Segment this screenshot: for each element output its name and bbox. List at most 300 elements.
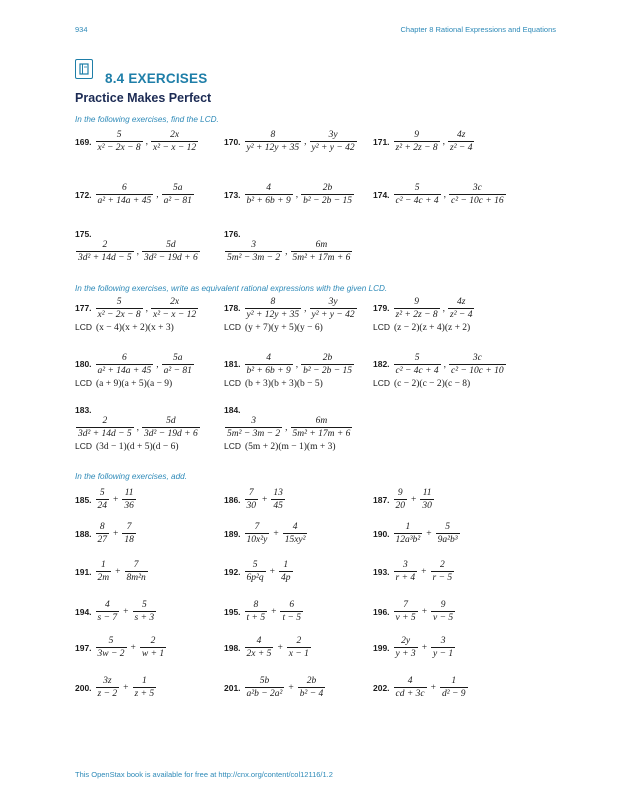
fraction: [96, 522, 110, 545]
denominator: 6p²q: [246, 573, 264, 583]
exercise-number: 177.: [75, 303, 92, 313]
fraction: [448, 130, 474, 153]
plus-operator: +: [411, 494, 417, 505]
denominator: 20: [395, 501, 406, 511]
instruction-write-equivalent: In the following exercises, write as equivalent rational expressions with the given LCD.: [75, 284, 388, 293]
numerator: 4z: [457, 130, 466, 140]
numerator: 6m: [315, 416, 328, 426]
exercise-number: 185.: [75, 494, 92, 505]
plus-operator: +: [113, 494, 119, 505]
fraction: [245, 488, 259, 511]
exercise-item: [75, 405, 201, 452]
exercise-number: 200.: [75, 682, 92, 693]
numerator: 2: [296, 636, 302, 646]
denominator: 3d² − 19d + 6: [144, 253, 198, 263]
fraction: [225, 240, 282, 263]
denominator: y + 3: [395, 649, 416, 659]
comma-separator: ,: [442, 303, 445, 314]
plus-operator: +: [426, 528, 432, 539]
exercise-item: [75, 183, 195, 206]
comma-separator: ,: [285, 246, 288, 257]
denominator: 5m² − 3m − 2: [227, 429, 281, 439]
denominator: c² − 4c + 4: [395, 196, 439, 206]
fraction: [394, 522, 423, 545]
denominator: 18: [124, 535, 134, 545]
numerator: 3: [440, 636, 446, 646]
numerator: 2: [150, 636, 156, 646]
fraction: [301, 183, 354, 206]
plus-operator: +: [123, 606, 129, 617]
exercise-item: [75, 488, 137, 511]
expression-row: [75, 297, 199, 320]
exercise-item: [75, 353, 195, 389]
exercise-item: [373, 636, 456, 659]
expression-row: [224, 353, 355, 376]
comma-separator: ,: [295, 359, 299, 370]
exercise-item: [224, 522, 308, 545]
denominator: 3d² − 19d + 6: [144, 429, 198, 439]
numerator: 3c: [472, 183, 482, 193]
comma-separator: ,: [442, 136, 445, 147]
lcd-value: (a + 9)(a + 5)(a − 9): [96, 379, 173, 389]
denominator: 15xy²: [284, 535, 306, 545]
comma-separator: ,: [145, 303, 149, 314]
fraction: [245, 353, 293, 376]
denominator: a²b − 2a²: [246, 689, 283, 699]
exercise-number: 173.: [224, 189, 241, 200]
denominator: r − 5: [432, 573, 453, 583]
exercise-item: [373, 560, 455, 583]
numerator: 2: [102, 416, 108, 426]
numerator: 13: [273, 488, 283, 498]
section-subtitle: Practice Makes Perfect: [75, 91, 212, 105]
exercise-item: [224, 560, 294, 583]
numerator: 2b: [322, 353, 333, 363]
numerator: 4: [407, 676, 413, 686]
notebook-icon: [75, 59, 93, 79]
exercise-number: 187.: [373, 494, 390, 505]
numerator: 5d: [166, 240, 176, 250]
denominator: x² − 2x − 8: [97, 143, 141, 153]
numerator: 2: [102, 240, 108, 250]
fraction: [96, 560, 112, 583]
lcd-line: [224, 441, 336, 452]
fraction: [76, 416, 134, 439]
numerator: 4: [266, 183, 271, 193]
numerator: 11: [422, 488, 432, 498]
denominator: 45: [273, 501, 283, 511]
exercise-number: 184.: [224, 405, 241, 415]
denominator: w + 1: [141, 649, 165, 659]
exercise-item: [75, 522, 137, 545]
fraction: [394, 488, 408, 511]
numerator: 5d: [166, 416, 176, 426]
denominator: z − 2: [97, 689, 118, 699]
expression-row: [224, 416, 353, 439]
fraction: [394, 636, 418, 659]
numerator: 2b: [322, 183, 333, 193]
denominator: y² + y − 42: [311, 310, 355, 320]
numerator: 5: [141, 600, 147, 610]
exercise-item: [75, 600, 157, 623]
fraction: [287, 636, 311, 659]
exercise-item: [75, 229, 201, 263]
numerator: 4: [266, 353, 271, 363]
numerator: 1: [283, 560, 289, 570]
denominator: 3w − 2: [97, 649, 125, 659]
denominator: 2x + 5: [246, 649, 272, 659]
lcd-label: LCD: [75, 441, 93, 451]
numerator: 7: [133, 560, 139, 570]
exercise-number: 191.: [75, 566, 92, 577]
exercise-item: [224, 600, 304, 623]
exercise-item: [224, 183, 355, 206]
fraction: [122, 488, 136, 511]
denominator: b² − 4: [299, 689, 324, 699]
numerator: 5a: [172, 183, 183, 193]
lcd-line: [75, 378, 172, 389]
numerator: 8: [253, 600, 259, 610]
fraction: [133, 600, 157, 623]
exercise-item: [224, 229, 353, 263]
denominator: 10x²y: [246, 535, 268, 545]
exercise-item: [373, 522, 461, 545]
exercise-number: 186.: [224, 494, 241, 505]
numerator: 3: [251, 416, 256, 426]
exercise-number: 202.: [373, 682, 390, 693]
denominator: r + 4: [395, 573, 416, 583]
denominator: 27: [97, 535, 108, 545]
comma-separator: ,: [136, 246, 140, 257]
exercise-item: [224, 636, 312, 659]
comma-separator: ,: [304, 136, 307, 147]
fraction: [133, 676, 157, 699]
fraction: [162, 183, 194, 206]
fraction: [151, 297, 198, 320]
denominator: x² − 2x − 8: [97, 310, 141, 320]
exercise-number: 189.: [224, 528, 241, 539]
denominator: z² − 4: [450, 143, 473, 153]
fraction: [96, 297, 143, 320]
exercise-number: 176.: [224, 229, 241, 239]
denominator: z² + 2z − 8: [395, 143, 438, 153]
exercise-item: [224, 353, 355, 389]
numerator: 9: [414, 130, 419, 140]
denominator: 24: [97, 501, 108, 511]
denominator: 2m: [97, 573, 110, 583]
expression-row: [75, 353, 195, 376]
plus-operator: +: [123, 682, 129, 693]
fraction: [394, 130, 440, 153]
comma-separator: ,: [156, 189, 159, 200]
lcd-label: LCD: [224, 441, 242, 451]
lcd-label: LCD: [224, 322, 242, 332]
denominator: x² − x − 12: [153, 143, 197, 153]
fraction: [125, 560, 148, 583]
denominator: v + 5: [395, 613, 416, 623]
numerator: 8: [270, 130, 276, 140]
lcd-label: LCD: [75, 322, 93, 332]
fraction: [96, 183, 154, 206]
numerator: 4: [256, 636, 262, 646]
comma-separator: ,: [443, 189, 447, 200]
denominator: a² + 14a + 45: [97, 196, 152, 206]
denominator: s + 3: [134, 613, 155, 623]
exercise-number: 199.: [373, 642, 390, 653]
chapter-title: Chapter 8 Rational Expressions and Equations: [400, 25, 556, 34]
lcd-value: (b + 3)(b + 3)(b − 5): [245, 379, 323, 389]
fraction: [162, 353, 194, 376]
fraction: [245, 636, 274, 659]
fraction: [96, 676, 120, 699]
fraction: [449, 353, 506, 376]
comma-separator: ,: [304, 303, 307, 314]
numerator: 1: [405, 522, 411, 532]
comma-separator: ,: [156, 359, 159, 370]
expression-row: [75, 240, 201, 263]
plus-operator: +: [421, 566, 427, 577]
numerator: 5a: [172, 353, 183, 363]
numerator: 5: [252, 560, 258, 570]
denominator: 3d² + 14d − 5: [78, 429, 132, 439]
denominator: s − 7: [97, 613, 118, 623]
denominator: b² + 6b + 9: [246, 366, 291, 376]
numerator: 7: [254, 522, 260, 532]
exercise-item: [75, 560, 149, 583]
fraction: [245, 130, 302, 153]
exercise-item: [373, 676, 469, 699]
plus-operator: +: [271, 606, 277, 617]
exercise-item: [224, 405, 353, 452]
numerator: 2: [439, 560, 445, 570]
comma-separator: ,: [136, 422, 140, 433]
exercise-item: [75, 297, 199, 333]
denominator: 4p: [281, 573, 291, 583]
numerator: 3c: [472, 353, 482, 363]
comma-separator: ,: [295, 189, 299, 200]
exercise-number: 170.: [224, 136, 241, 147]
exercise-number: 169.: [75, 136, 92, 147]
exercise-number: 181.: [224, 359, 241, 369]
plus-operator: +: [288, 682, 294, 693]
fraction: [301, 353, 354, 376]
page-number: 934: [75, 25, 88, 34]
numerator: 1: [100, 560, 106, 570]
exercise-number: 192.: [224, 566, 241, 577]
fraction: [151, 130, 198, 153]
instruction-add: In the following exercises, add.: [75, 472, 187, 481]
numerator: 3z: [103, 676, 112, 686]
fraction: [420, 488, 434, 511]
exercise-number: 196.: [373, 606, 390, 617]
denominator: 5m² + 17m + 6: [292, 429, 351, 439]
exercise-number: 179.: [373, 303, 390, 313]
denominator: 30: [246, 501, 257, 511]
exercise-item: [373, 600, 456, 623]
denominator: b² − 2b − 15: [303, 366, 353, 376]
fraction: [245, 676, 285, 699]
lcd-label: LCD: [373, 378, 391, 388]
denominator: z² + 2z − 8: [395, 310, 438, 320]
denominator: 8m²n: [126, 573, 146, 583]
lcd-value: (c − 2)(c − 2)(c − 8): [394, 379, 471, 389]
exercise-number: 197.: [75, 642, 92, 653]
numerator: 2x: [170, 130, 180, 140]
exercise-number: 194.: [75, 606, 92, 617]
fraction: [245, 560, 266, 583]
fraction: [245, 522, 270, 545]
exercise-number: 172.: [75, 189, 92, 200]
fraction: [394, 353, 441, 376]
numerator: 1: [141, 676, 147, 686]
numerator: 6: [289, 600, 295, 610]
fraction: [245, 183, 293, 206]
fraction: [225, 416, 282, 439]
fraction: [310, 130, 357, 153]
fraction: [431, 600, 455, 623]
denominator: y² + 12y + 35: [246, 143, 300, 153]
fraction: [142, 416, 200, 439]
lcd-line: [373, 378, 470, 389]
numerator: 3y: [328, 297, 338, 307]
fraction: [122, 522, 136, 545]
lcd-label: LCD: [373, 322, 391, 332]
denominator: a² − 81: [163, 366, 192, 376]
exercise-item: [373, 488, 435, 511]
numerator: 4: [292, 522, 298, 532]
lcd-value: (5m + 2)(m − 1)(m + 3): [245, 442, 336, 452]
numerator: 11: [124, 488, 134, 498]
exercise-item: [75, 130, 199, 153]
numerator: 5: [108, 636, 114, 646]
fraction: [96, 488, 110, 511]
exercise-number: 171.: [373, 136, 390, 147]
lcd-value: (x − 4)(x + 2)(x + 3): [96, 323, 174, 333]
denominator: a² − 81: [163, 196, 192, 206]
numerator: 7: [126, 522, 132, 532]
fraction: [96, 130, 143, 153]
denominator: 9a²b³: [437, 535, 458, 545]
numerator: 4z: [457, 297, 466, 307]
numerator: 5: [116, 297, 122, 307]
denominator: d² − 9: [442, 689, 466, 699]
denominator: v − 5: [433, 613, 454, 623]
fraction: [291, 416, 353, 439]
numerator: 2b: [306, 676, 317, 686]
denominator: x − 1: [288, 649, 309, 659]
fraction: [431, 636, 455, 659]
exercise-item: [75, 676, 157, 699]
fraction: [394, 183, 441, 206]
section-title: 8.4 EXERCISES: [105, 71, 208, 86]
fraction: [310, 297, 357, 320]
comma-separator: ,: [443, 359, 447, 370]
exercise-item: [373, 353, 507, 389]
plus-operator: +: [430, 682, 436, 693]
expression-row: [373, 297, 475, 320]
lcd-label: LCD: [75, 378, 93, 388]
fraction: [96, 636, 127, 659]
denominator: 5m² − 3m − 2: [227, 253, 281, 263]
fraction: [245, 600, 268, 623]
expression-row: [224, 240, 353, 263]
numerator: 4: [104, 600, 110, 610]
numerator: 2y: [401, 636, 411, 646]
fraction: [142, 240, 200, 263]
denominator: 30: [422, 501, 432, 511]
lcd-value: (y + 7)(y + 5)(y − 6): [245, 323, 323, 333]
denominator: b² − 2b − 15: [303, 196, 353, 206]
numerator: 7: [403, 600, 408, 610]
fraction: [279, 560, 293, 583]
denominator: c² − 10c + 16: [451, 196, 504, 206]
numerator: 5b: [259, 676, 270, 686]
fraction: [394, 297, 440, 320]
numerator: 5: [116, 130, 122, 140]
plus-operator: +: [273, 528, 279, 539]
exercise-number: 178.: [224, 303, 241, 313]
denominator: c² − 10c + 10: [451, 366, 504, 376]
numerator: 3: [251, 240, 256, 250]
plus-operator: +: [269, 566, 276, 577]
expression-row: [75, 416, 201, 439]
denominator: 3d² + 14d − 5: [78, 253, 132, 263]
plus-operator: +: [130, 642, 136, 653]
numerator: 3y: [328, 130, 338, 140]
lcd-line: [224, 378, 323, 389]
exercise-item: [224, 488, 286, 511]
expression-row: [373, 353, 507, 376]
exercise-number: 174.: [373, 189, 390, 200]
exercise-number: 195.: [224, 606, 241, 617]
expression-row: [224, 297, 358, 320]
denominator: y² + 12y + 35: [246, 310, 300, 320]
denominator: cd + 3c: [395, 689, 425, 699]
lcd-value: (z − 2)(z + 4)(z + 2): [394, 323, 471, 333]
denominator: c² − 4c + 4: [395, 366, 439, 376]
exercise-number: 175.: [75, 229, 92, 239]
lcd-line: [373, 322, 470, 333]
numerator: 7: [248, 488, 254, 498]
fraction: [298, 676, 326, 699]
fraction: [76, 240, 134, 263]
fraction: [431, 560, 455, 583]
fraction: [271, 488, 285, 511]
denominator: t − 5: [282, 613, 302, 623]
fraction: [291, 240, 353, 263]
exercise-number: 201.: [224, 682, 241, 693]
plus-operator: +: [421, 606, 428, 617]
plus-operator: +: [421, 642, 428, 653]
fraction: [449, 183, 506, 206]
numerator: 2x: [170, 297, 180, 307]
fraction: [436, 522, 460, 545]
fraction: [245, 297, 302, 320]
lcd-line: [75, 322, 174, 333]
fraction: [96, 600, 120, 623]
denominator: x² − x − 12: [153, 310, 197, 320]
plus-operator: +: [113, 528, 119, 539]
fraction: [96, 353, 154, 376]
comma-separator: ,: [285, 422, 288, 433]
denominator: b² + 6b + 9: [246, 196, 291, 206]
lcd-value: (3d − 1)(d + 5)(d − 6): [96, 442, 179, 452]
denominator: 5m² + 17m + 6: [292, 253, 351, 263]
fraction: [440, 676, 468, 699]
fraction: [283, 522, 308, 545]
plus-operator: +: [277, 642, 283, 653]
exercise-item: [373, 183, 507, 206]
